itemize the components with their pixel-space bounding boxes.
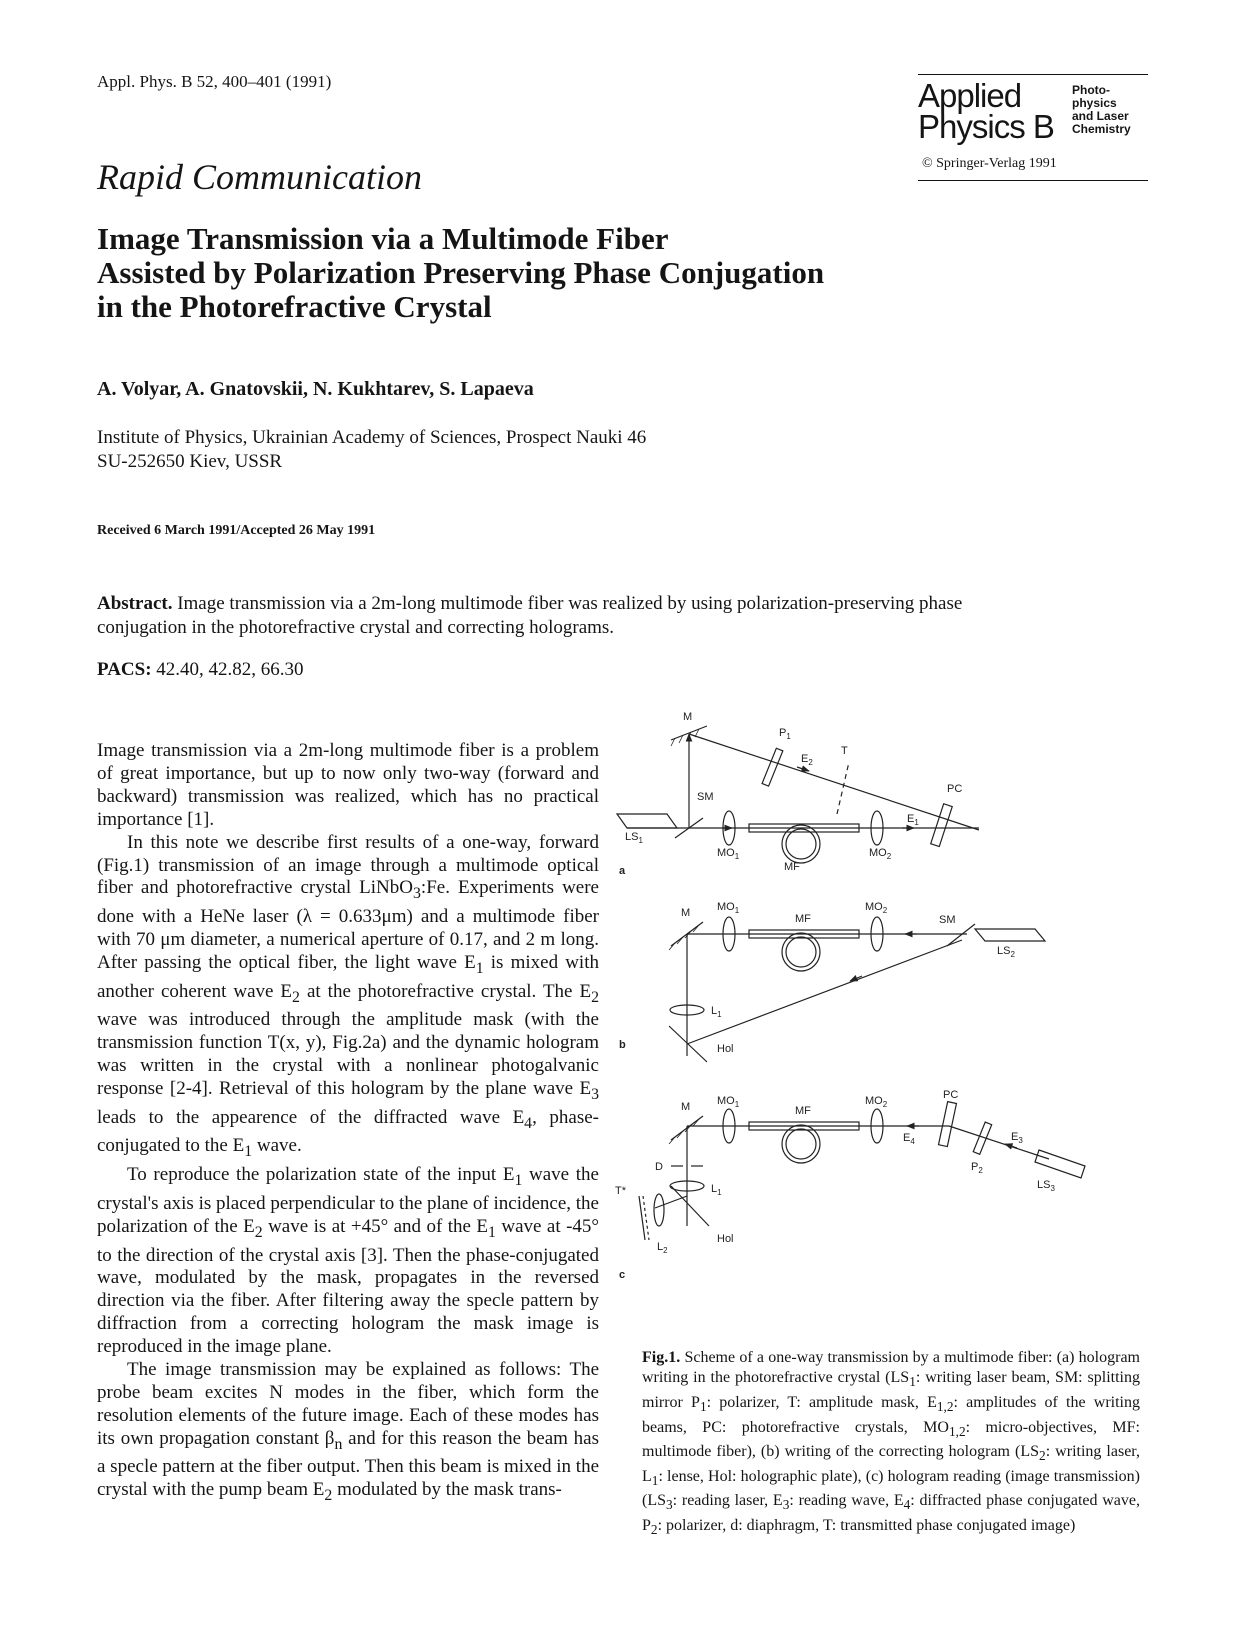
t: E bbox=[903, 1132, 911, 1144]
text: wave the crystal's axis is placed perpendicular to the plane of incidence, the polarization of the E bbox=[97, 1164, 599, 1237]
figure-caption bbox=[642, 1348, 1140, 1541]
sub: 1 bbox=[734, 906, 740, 915]
abstract-text: Image transmission via a 2m-long multimode fiber was realized by using polarization-preserving phase conjugation in the photorefractive crystal and correcting holograms. bbox=[97, 593, 963, 638]
section-label: Rapid Communication bbox=[97, 157, 422, 197]
label-mf: MF bbox=[784, 861, 800, 873]
pacs-values: 42.40, 42.82, 66.30 bbox=[156, 659, 304, 680]
label-e3 bbox=[1011, 1131, 1023, 1145]
label-p2 bbox=[971, 1161, 983, 1175]
paragraph-1: Image transmission via a 2m-long multimode fiber is a problem of great importance, but up to now only two-way (forward and backward) transmission was realized, which has no practical importance [1]. bbox=[97, 740, 599, 830]
label-e1 bbox=[907, 813, 919, 827]
subscript: 4 bbox=[524, 1114, 533, 1132]
paragraph-2 bbox=[97, 832, 599, 1165]
fiber-coil bbox=[786, 1129, 816, 1159]
text: at the photorefractive crystal. The E bbox=[299, 980, 592, 1002]
subscript: 1 bbox=[699, 1399, 707, 1415]
paragraph-4 bbox=[97, 1359, 599, 1508]
fiber-coil bbox=[782, 1125, 820, 1163]
fiber-coil bbox=[782, 825, 820, 863]
t: L bbox=[711, 1005, 718, 1017]
journal-name bbox=[918, 77, 1054, 145]
sub: 2 bbox=[808, 758, 813, 767]
label-m: M bbox=[681, 1101, 691, 1113]
subject-line: Chemistry bbox=[1072, 122, 1131, 136]
sub: 1 bbox=[717, 1010, 722, 1019]
subscript: 1,2 bbox=[936, 1399, 954, 1415]
affiliation-line: SU-252650 Kiev, USSR bbox=[97, 451, 283, 472]
text: Scheme of a one-way transmission by a multimode fiber: (a) hologram writing in the photorefractive crystal (LS bbox=[642, 1349, 1140, 1387]
label-pc: PC bbox=[947, 783, 963, 795]
sub: 4 bbox=[910, 1137, 915, 1146]
text: : reading wave, E bbox=[789, 1492, 904, 1510]
sub: 1 bbox=[638, 836, 643, 845]
subscript: 2 bbox=[1039, 1448, 1046, 1464]
holographic-plate bbox=[671, 1186, 709, 1226]
t: E bbox=[1011, 1131, 1019, 1143]
journal-subject bbox=[1072, 84, 1131, 136]
sub: 2 bbox=[886, 852, 892, 861]
sub: 2 bbox=[978, 1166, 983, 1175]
laser-ls1 bbox=[617, 814, 677, 828]
t: L bbox=[657, 1241, 664, 1253]
subscript: 2 bbox=[591, 988, 599, 1006]
label-e2 bbox=[801, 753, 813, 767]
sub: 2 bbox=[882, 906, 888, 915]
label-p1 bbox=[779, 727, 791, 741]
author-list: A. Volyar, A. Gnatovskii, N. Kukhtarev, S. Lapaeva bbox=[97, 378, 534, 400]
label-m: M bbox=[681, 907, 691, 919]
text: and for this reason the beam has a specle pattern at the fiber output. Then this beam is mixed in the crystal with the pump beam E bbox=[97, 1427, 599, 1501]
label-mf: MF bbox=[795, 1105, 811, 1117]
label-mo1 bbox=[717, 847, 740, 861]
subscript: 1 bbox=[514, 1171, 523, 1189]
text: , phase-conjugated to the E bbox=[97, 1106, 599, 1157]
subject-line: and Laser bbox=[1072, 109, 1129, 123]
label-sm: SM bbox=[939, 914, 956, 926]
abstract bbox=[97, 592, 967, 640]
logo-top-rule bbox=[918, 74, 1148, 75]
journal-name-line2: Physics B bbox=[918, 108, 1054, 145]
sub: 1 bbox=[734, 852, 740, 861]
journal-logo bbox=[918, 74, 1148, 184]
subscript: 3 bbox=[591, 1085, 599, 1103]
text: leads to the appearence of the diffracted wave E bbox=[97, 1106, 525, 1128]
text: :Fe. Experiments were done with a HeNe laser (λ = 0.633μm) and a multimode fiber with 70 μm diameter, a numerical aperture of 0.17, and 2 m long. After passing the optical fiber, the light wave E bbox=[97, 877, 599, 973]
text: The image transmission may be explained as follows: The probe beam excites N modes in the fiber, which form the resolution elements of the future image. Each of these modes has its own propagation constant β bbox=[97, 1359, 599, 1449]
sub: 1 bbox=[786, 732, 791, 741]
affiliation-line: Institute of Physics, Ukrainian Academy of Sciences, Prospect Nauki 46 bbox=[97, 427, 647, 448]
subscript: 1 bbox=[244, 1143, 253, 1161]
subscript: 1 bbox=[651, 1472, 659, 1488]
label-hol: Hol bbox=[717, 1233, 734, 1245]
subscript: n bbox=[334, 1435, 343, 1453]
holographic-plate bbox=[669, 1026, 707, 1062]
label-m: M bbox=[683, 711, 693, 723]
subject-line: Photo- bbox=[1072, 83, 1110, 97]
t: L bbox=[711, 1183, 718, 1195]
text: : amplitudes of the writing beams, PC: photorefractive crystals, MO bbox=[642, 1394, 1140, 1436]
mirror-hatch bbox=[671, 729, 699, 746]
affiliation bbox=[97, 426, 646, 474]
panel-letter-c: c bbox=[619, 1269, 626, 1281]
label-ls2 bbox=[997, 945, 1015, 959]
subscript: 1,2 bbox=[948, 1423, 966, 1439]
text: : diffracted phase conjugated wave, P bbox=[642, 1492, 1141, 1534]
label-sm: SM bbox=[697, 791, 714, 803]
t: MO bbox=[717, 901, 735, 913]
sub: 3 bbox=[1050, 1184, 1055, 1193]
text: To reproduce the polarization state of the input E bbox=[127, 1164, 515, 1186]
t: P bbox=[779, 727, 787, 739]
label-t: T bbox=[841, 745, 848, 757]
subscript: 1 bbox=[475, 959, 484, 977]
arrow bbox=[1005, 1144, 1017, 1148]
label-ls1 bbox=[625, 831, 643, 845]
subscript: 1 bbox=[909, 1374, 916, 1390]
fiber-coil bbox=[782, 933, 820, 971]
subscript: 1 bbox=[488, 1223, 496, 1241]
text: wave at -45° to the direction of the crystal axis [3]. Then the phase-conjugated wave, modulated by the mask, propagates in the reversed direction via the fiber. After filtering away the specle pattern by diffraction from a correcting hologram the mask image is reproduced in the image plane. bbox=[97, 1215, 599, 1358]
text: : polarizer, T: amplitude mask, E bbox=[706, 1394, 937, 1411]
label-t-star: T* bbox=[615, 1185, 626, 1197]
crystal-pc bbox=[939, 1102, 957, 1147]
panel-letter-a: a bbox=[619, 865, 626, 877]
crystal-pc bbox=[931, 804, 953, 847]
pacs-codes bbox=[97, 659, 304, 681]
t: P bbox=[971, 1161, 979, 1173]
polarizer-p1 bbox=[762, 748, 783, 786]
text: : writing laser beam, SM: splitting mirror P bbox=[642, 1369, 1140, 1411]
copyright: © Springer-Verlag 1991 bbox=[922, 156, 1057, 171]
label-mo1 bbox=[717, 1095, 740, 1109]
subscript: 2 bbox=[324, 1487, 333, 1505]
text: is mixed with another coherent wave E bbox=[97, 951, 599, 1002]
subscript: 3 bbox=[413, 885, 421, 903]
label-l1 bbox=[711, 1183, 722, 1197]
text: : lense, Hol: holographic plate), (c) hologram reading (image transmission) (LS bbox=[642, 1467, 1140, 1510]
label-mo2 bbox=[865, 1095, 888, 1109]
fiber-coil bbox=[786, 829, 816, 859]
label-d: D bbox=[655, 1161, 663, 1173]
text: wave is at +45° and of the E bbox=[262, 1215, 489, 1237]
label-mf: MF bbox=[795, 913, 811, 925]
subscript: 2 bbox=[292, 988, 300, 1006]
label-mo2 bbox=[865, 901, 888, 915]
subscript: 2 bbox=[650, 1522, 658, 1538]
subscript: 3 bbox=[782, 1497, 790, 1513]
received-dates: Received 6 March 1991/Accepted 26 May 1991 bbox=[97, 523, 376, 538]
t: LS bbox=[997, 945, 1011, 957]
subscript: 3 bbox=[666, 1497, 673, 1513]
t: LS bbox=[1037, 1179, 1051, 1191]
label-pc: PC bbox=[943, 1089, 959, 1101]
journal-citation: Appl. Phys. B 52, 400–401 (1991) bbox=[97, 72, 332, 91]
sub: 1 bbox=[717, 1188, 722, 1197]
subscript: 4 bbox=[903, 1497, 911, 1513]
t: LS bbox=[625, 831, 639, 843]
label-ls3 bbox=[1037, 1179, 1055, 1193]
title-line: Assisted by Polarization Preserving Phase Conjugation bbox=[97, 255, 825, 290]
laser-ls2 bbox=[975, 929, 1045, 941]
text: wave was introduced through the amplitude mask (with the transmission function T(x, y), Fig.2a) and the dynamic hologram was written in the crystal with a nonlinear photogalvanic response [2-4]. Retrieval of this hologram by the plane wave E bbox=[97, 1009, 599, 1100]
panel-a bbox=[617, 711, 979, 877]
t: MO bbox=[717, 1095, 735, 1107]
sub: 3 bbox=[1018, 1136, 1023, 1145]
abstract-label: Abstract. bbox=[97, 593, 173, 614]
sub: 2 bbox=[882, 1100, 888, 1109]
title-line: in the Photorefractive Crystal bbox=[97, 289, 492, 324]
figure-1-scheme bbox=[615, 711, 1157, 1336]
beam-reference bbox=[687, 940, 962, 1044]
logo-bottom-rule bbox=[918, 180, 1148, 181]
label-mo2 bbox=[869, 847, 892, 861]
paper-title bbox=[97, 222, 824, 324]
subscript: 2 bbox=[254, 1223, 263, 1241]
polarizer-p2 bbox=[973, 1122, 991, 1154]
pacs-label: PACS: bbox=[97, 659, 152, 680]
splitting-mirror bbox=[947, 924, 975, 946]
text: wave. bbox=[252, 1135, 302, 1157]
body-text-column bbox=[97, 740, 599, 1508]
label-l2 bbox=[657, 1241, 668, 1255]
fiber-coil bbox=[786, 937, 816, 967]
sub: 2 bbox=[1010, 950, 1015, 959]
title-line: Image Transmission via a Multimode Fiber bbox=[97, 221, 669, 256]
journal-name-line1: Applied bbox=[918, 77, 1022, 114]
beam-e3 bbox=[949, 1126, 1049, 1159]
lens-l2 bbox=[654, 1194, 664, 1226]
text: : reading laser, E bbox=[672, 1492, 783, 1510]
sub: 1 bbox=[734, 1100, 740, 1109]
label-mo1 bbox=[717, 901, 740, 915]
t: MO bbox=[865, 901, 883, 913]
text: : micro-objectives, MF: multimode fiber), (b) writing of the correcting hologram (LS bbox=[642, 1418, 1140, 1461]
laser-ls3 bbox=[1035, 1150, 1085, 1178]
t: MO bbox=[717, 847, 735, 859]
subject-line: physics bbox=[1072, 96, 1117, 110]
text: : polarizer, d: diaphragm, T: transmitted phase conjugated image) bbox=[657, 1516, 1076, 1534]
label-hol: Hol bbox=[717, 1043, 734, 1055]
text: : writing laser, L bbox=[642, 1443, 1140, 1485]
text: In this note we describe first results of a one-way, forward (Fig.1) transmission of an image through a multimode optical fiber and photorefractive crystal LiNbO bbox=[97, 831, 599, 899]
mask-t bbox=[837, 762, 849, 814]
t: E bbox=[801, 753, 809, 765]
panel-b bbox=[619, 901, 1045, 1062]
label-e4 bbox=[903, 1132, 915, 1146]
paragraph-3 bbox=[97, 1164, 599, 1359]
sub: 1 bbox=[914, 818, 919, 827]
t: E bbox=[907, 813, 915, 825]
label-l1 bbox=[711, 1005, 722, 1019]
text: modulated by the mask trans- bbox=[332, 1479, 562, 1501]
sub: 2 bbox=[663, 1246, 668, 1255]
t: MO bbox=[865, 1095, 883, 1107]
caption-label: Fig.1. bbox=[642, 1349, 681, 1366]
panel-letter-b: b bbox=[619, 1039, 626, 1051]
panel-c bbox=[615, 1089, 1085, 1281]
t: MO bbox=[869, 847, 887, 859]
